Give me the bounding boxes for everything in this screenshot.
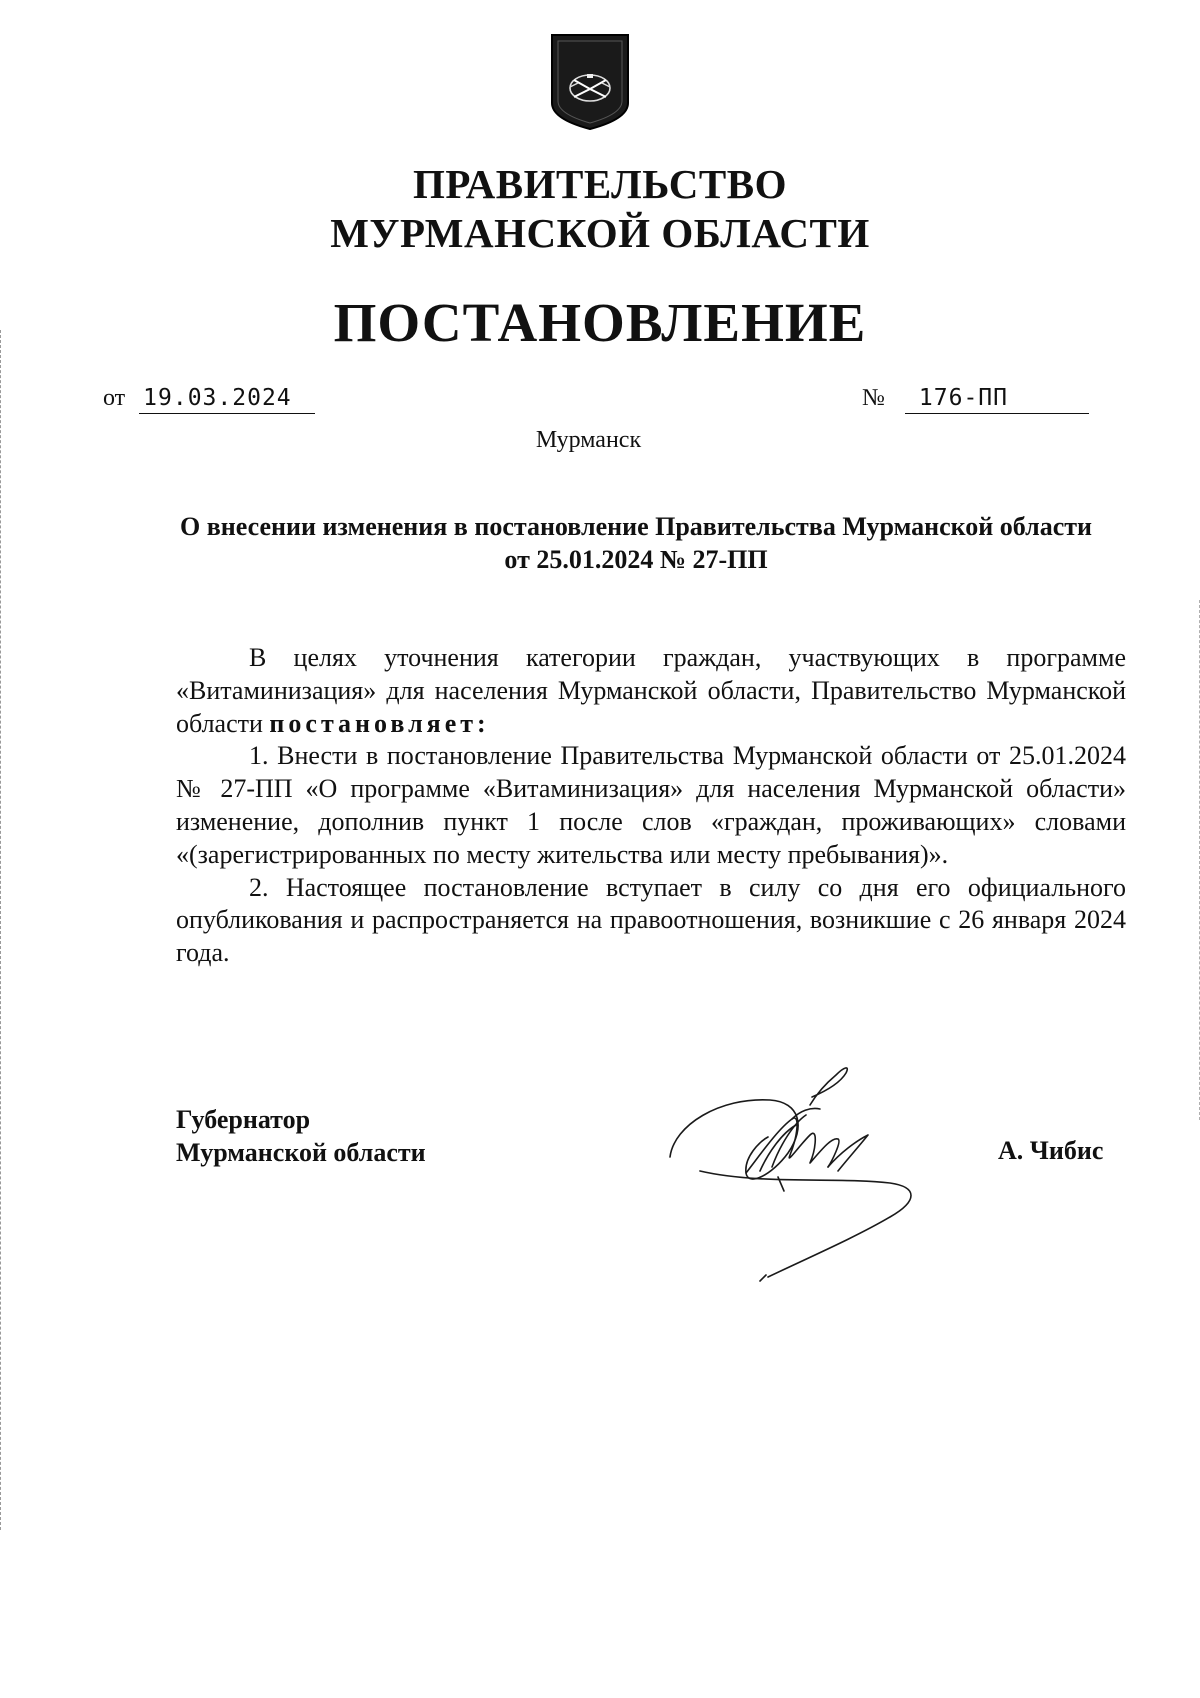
document-number (862, 383, 1089, 414)
document-date (103, 383, 315, 414)
preamble-text: В целях уточнения категории граждан, участвующих в программе «Витаминизация» для населения Мурманской области, Правительство Мурманской области (176, 643, 1126, 738)
handwritten-signature-icon (660, 1045, 980, 1290)
preamble-paragraph (176, 642, 1126, 740)
coat-of-arms-icon (550, 33, 630, 131)
number-value: 176-ПП (905, 383, 1089, 414)
page-edge-left (0, 330, 3, 1530)
org-name-line1: ПРАВИТЕЛЬСТВО (412, 161, 788, 207)
date-label: от (103, 385, 126, 411)
number-label: № (862, 385, 885, 411)
signer-name: А. Чибис (998, 1136, 1104, 1165)
decree-word: постановляет (269, 708, 478, 738)
org-name-line2: МУРМАНСКОЙ ОБЛАСТИ (330, 210, 870, 256)
signer-title-line1: Губернатор (176, 1105, 311, 1134)
document-subject: О внесении изменения в постановление Правительства Мурманской области от 25.01.2024 № 27-ПП (180, 512, 1092, 574)
document-type-title: ПОСТАНОВЛЕНИЕ (333, 292, 867, 353)
decree-colon: : (477, 708, 486, 738)
item-2-paragraph: 2. Настоящее постановление вступает в силу со дня его официального опубликования и распространяется на правоотношения, возникшие с 26 января 2024 года. (176, 872, 1126, 968)
city-name: Мурманск (535, 427, 642, 453)
signer-title (176, 1103, 426, 1169)
document-body (176, 642, 1126, 970)
item-1-paragraph: 1. Внести в постановление Правительства Мурманской области от 25.01.2024 № 27-ПП «О программе «Витаминизация» для населения Мурманской области» изменение, дополнив пункт 1 после слов «граждан, проживающих» словами «(зарегистрированных по месту жительства или месту пребывания)». (176, 741, 1126, 869)
date-value: 19.03.2024 (139, 383, 315, 414)
signer-title-line2: Мурманской области (176, 1138, 426, 1167)
